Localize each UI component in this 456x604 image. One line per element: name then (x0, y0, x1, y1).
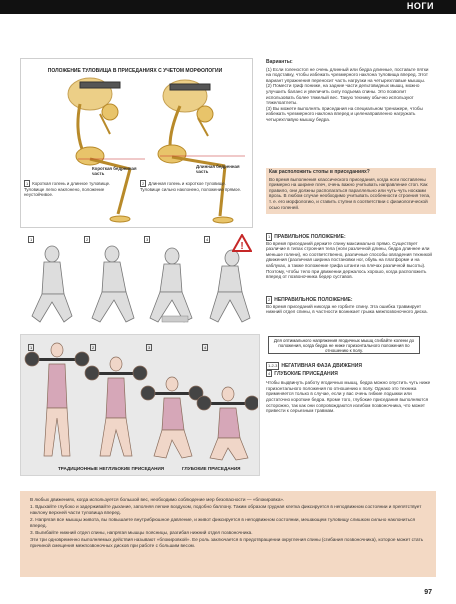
section-1-number: 1 (268, 234, 271, 239)
section-3-text: Чтобы выдвинуть работу ягодичных мышц, бедра можно опустить чуть ниже горизонтального положения по отношению к полу. Однако это техника применяется только в случае, если у вас очень гибкие лодыжки или достаточно короткие бедра. Кроме того, глубокие приседания выполняются осторожно, так как они сопровождаются изгибом позвоночника, что может привести к серьезным травмам. (266, 380, 431, 414)
label-short-thigh: Короткая бедренная часть (92, 166, 137, 177)
feet-placement-box (266, 168, 436, 214)
section-2-text: Во время приседаний никогда не горбите спину. Эта ошибка травмирует нижний отдел спины, в частности возникает грыжа межпозвоночного диска. (266, 303, 428, 315)
photo-number-b: 2 (86, 237, 89, 242)
chapter-title: НОГИ (406, 1, 434, 11)
variants-section (266, 60, 434, 123)
safety-intro: В любых движениях, когда используется большой вес, необходимо соблюдение мер безопасности — «блокировка». (30, 497, 285, 502)
section-2-number: 2 (268, 297, 271, 302)
section-1-heading: ПРАВИЛЬНОЕ ПОЛОЖЕНИЕ: (274, 234, 346, 241)
squat-photo-drawings (22, 338, 258, 470)
photo-number-g: 3 (148, 345, 151, 350)
variant-3: (3) Вы можете выполнять приседания на специальном тренажере, чтобы избежать чрезмерного наклона вперед и целенаправленно нагружать четырехглавую мышцу бедра. (266, 105, 423, 122)
feet-box-text: Во время выполнения классического приседания, когда ноги поставлены примерно на ширине плеч, очень важно учитывать направление стоп. Как правило, они должны располагаться параллельно или чуть-чуть носками врозь. В любом случае необходимо учитывать особенности строения тела, т. е. его морфологию, и ставить ступни в соответствии с физиологической осью голеней. (269, 176, 431, 210)
section-1-text: Во время приседаний держите спину максимально прямо. Существует различие в типах строения тела (ноги различной длины, бедра длиннее или меньше голени), но соответственно, различные способы овладения техникой движения (различная ширина постановки ног, обувь на платформе и на каблуках, а также положение грифа штанги на плечах различной высоты). Поэтому, чтобы тело при движении держалось хорошо, когда расположить вперед от позвоночника бедер суставов. (266, 240, 432, 280)
photo-number-a: 1 (30, 237, 33, 242)
section-wrong-position (266, 296, 436, 315)
section-3-number-2: 4 (268, 370, 271, 376)
page-number: 97 (424, 589, 432, 596)
header-bar (0, 0, 456, 14)
skeleton-illustration (20, 74, 253, 228)
box-2-text: Длинная голень и короткое туловище. Туловище сильно наклонено, положение прямое. (140, 180, 242, 193)
section-2-heading: НЕПРАВИЛЬНОЕ ПОЛОЖЕНИЕ: (274, 297, 353, 304)
svg-text:!: ! (240, 241, 244, 252)
safety-step-3: 3. Выгибайте нижний отдел спины, напрягая мышцы поясницы, разгибая нижний отдел позвоночника. (30, 530, 253, 535)
variant-1: (1) Если голеностоп не очень длинный или бедра длинные, поставьте пятки на подставку, чтобы избежать чрезмерного наклона туловища вперед. Этот вариант упражнения переносит часть нагрузки на четырехглавые мышцы. (266, 66, 429, 83)
safety-step-1: 1. Вдыхайте глубоко и задерживайте дыхание, заполняя легкие воздухом, подобно баллону. Таким образом грудная клетка фиксируется в неподвижном состоянии и препятствует наклону верхней части туловища вперед. (30, 504, 422, 515)
section-3-number: 1-2-3 (268, 363, 278, 368)
photo-number-e: 1 (30, 345, 33, 350)
section-deep-squats (266, 362, 436, 414)
section-3-heading-2: ГЛУБОКИЕ ПРИСЕДАНИЯ (274, 370, 338, 377)
skeleton-box-2 (140, 180, 245, 192)
feet-box-heading: Как расположить стопы в приседаниях? (269, 169, 370, 175)
variant-2: (2) Помести гриф пониже, на задние части дельтовидных мышц, можно улучшить баланс и увеличить силу подъема спины. Это позволит использовать более тяжелый вес. Такую технику обычно используют тяжелоатлеты. (266, 83, 420, 106)
section-3-heading-1: НЕГАТИВНАЯ ФАЗА ДВИЖЕНИЯ (281, 363, 362, 370)
safety-step-2: 2. Напрягая все мышцы живота, вы повышаете внутрибрюшное давление, и живот фиксируется в неподвижном состоянии, мешающем туловищу слишком сильно наклониться вперед. (30, 517, 416, 528)
section-correct-position (266, 233, 436, 280)
box-1-text: Короткая голень и длинное туловище. Туловище легко наклонено, положение неустойчивое. (24, 180, 111, 198)
skeleton-box-1 (24, 180, 124, 198)
box-2-number: 2 (142, 181, 145, 186)
photo-number-d: 4 (206, 237, 209, 242)
box-1-number: 1 (26, 181, 29, 186)
caption-traditional-squats: ТРАДИЦИОННЫЕ НЕГЛУБОКИЕ ПРИСЕДАНИЯ (58, 466, 165, 471)
warning-icon (232, 234, 252, 252)
posture-drawings (22, 234, 258, 326)
safety-lock-box (20, 491, 436, 577)
safety-summary: Эти три одновременно выполняемых действия называют «блокировкой». Ее роль заключается в предотвращении округления спины (сгибания позвоночника), которое может стать причиной смещения межпозвоночных дисков при работе с большим весом. (30, 537, 424, 548)
variants-heading: Варианты: (266, 59, 293, 65)
photo-number-f: 2 (92, 345, 95, 350)
skeleton-left (68, 78, 130, 222)
skeleton-right (158, 80, 233, 223)
label-long-thigh: Длинная бедренная часть (196, 164, 240, 175)
photo-number-c: 3 (146, 237, 149, 242)
skeleton-panel-title: ПОЛОЖЕНИЕ ТУЛОВИЩА В ПРИСЕДАНИЯХ С УЧЕТОМ МОРФОЛОГИИ (47, 68, 223, 74)
photo-number-h: 4 (204, 345, 207, 350)
caption-deep-squats: ГЛУБОКИЕ ПРИСЕДАНИЯ (182, 466, 241, 471)
tip-box: Для оптимального напряжения ягодичных мышц сгибайте колени до положения, когда бедра не ниже горизонтального положения по отношению к полу. (268, 336, 420, 354)
